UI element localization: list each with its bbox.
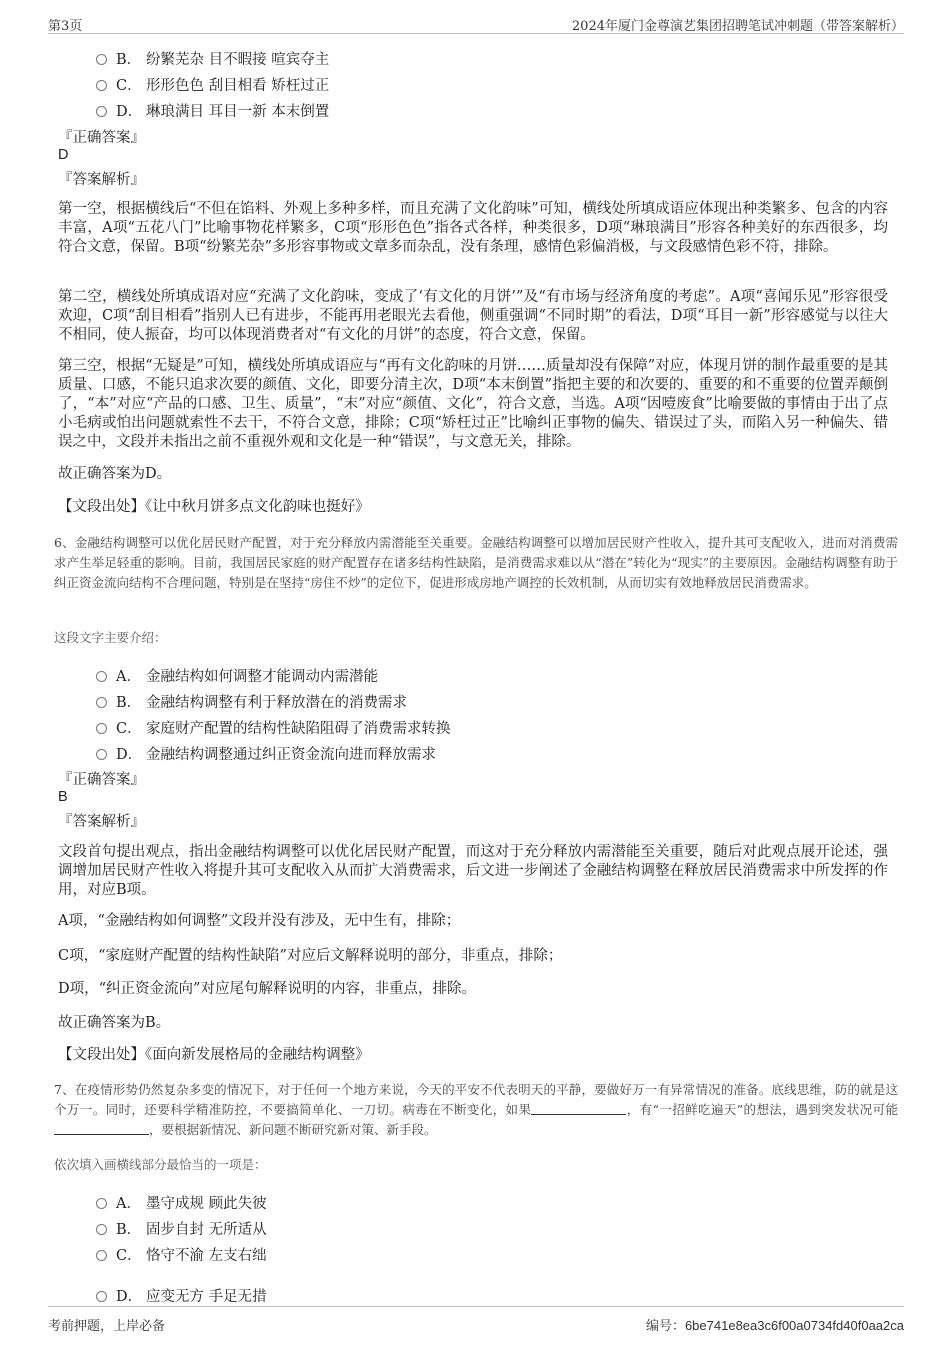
radio-icon[interactable] (96, 1250, 107, 1261)
q7-option-d[interactable]: D． 应变无方 手足无措 (96, 1285, 267, 1306)
q5-correct-label: 『正确答案』 (58, 130, 145, 146)
radio-icon[interactable] (96, 54, 107, 65)
footer-slogan: 考前押题，上岸必备 (48, 1319, 166, 1334)
q6-analysis-p1: 文段首句提出观点，指出金融结构调整可以优化居民财产配置，而这对于充分释放内需潜能至关重要，随后对此观点展开论述，强调增加居民财产性收入将提升其可支配收入从而扩大消费需求，后文进一步阐述了金融结构调整在释放居民消费需求中所发挥的作用，对应B项。 (58, 844, 888, 898)
q5-source: 【文段出处】《让中秋月饼多点文化韵味也挺好》 (58, 499, 370, 515)
q7-prompt: 依次填入画横线部分最恰当的一项是： (54, 1157, 267, 1172)
q5-correct-answer: D (58, 147, 69, 163)
q6-source: 【文段出处】《面向新发展格局的金融结构调整》 (58, 1047, 370, 1063)
radio-icon[interactable] (96, 723, 107, 734)
q6-correct-answer: B (58, 789, 68, 805)
document-title: 2024年厦门金尊演艺集团招聘笔试冲刺题（带答案解析） (571, 19, 904, 34)
fill-blank-2[interactable] (54, 1122, 149, 1135)
q6-option-a[interactable]: A． 金融结构如何调整才能调动内需潜能 (96, 665, 378, 686)
q5-conclusion: 故正确答案为D。 (58, 466, 172, 482)
q5-analysis-p3: 第三空，根据“无疑是”可知，横线处所填成语应与“再有文化韵味的月饼……质量却没有保障”对应，体现月饼的制作最重要的是其质量、口感，不能只追求次要的颜值、文化，即要分清主次，D项“本末倒置”指把主要的和次要的、重要的和不重要的位置弄颠倒了，“本”对应“产品的口感、卫生、质量”，“末”对应“颜值、文化”，符合文意，当选。A项“因噎废食”比喻要做的事情由于出了点小毛病或怕出问题就索性不去干，不符合文意，排除；C项“矫枉过正”比喻纠正事物的偏失、错误过了头，而陷入另一种偏失、错误之中，文段并未指出之前不重视外观和文化是一种“错误”，与文意无关，排除。 (58, 358, 888, 450)
q6-correct-label: 『正确答案』 (58, 772, 145, 788)
q6-prompt: 这段文字主要介绍： (54, 630, 167, 645)
radio-icon[interactable] (96, 106, 107, 117)
radio-icon[interactable] (96, 80, 107, 91)
q6-analysis-label: 『答案解析』 (58, 814, 145, 830)
q5-analysis-p1: 第一空，根据横线后“不但在馅料、外观上多种多样，而且充满了文化韵味”可知，横线处所填成语应体现出种类繁多、包含的内容丰富，A项“五花八门”比喻事物花样繁多，C项“形形色色”指各式各样，种类很多，D项“琳琅满目”形容各种美好的东西很多，均符合文意，保留。B项“纷繁芜杂”多形容事物或文章多而杂乱，没有条理，感情色彩偏消极，与文段感情色彩不符，排除。 (58, 201, 888, 255)
q6-analysis-p3: C项，“家庭财产配置的结构性缺陷”对应后文解释说明的部分，非重点，排除； (58, 948, 563, 964)
q6-option-d[interactable]: D． 金融结构调整通过纠正资金流向进而释放需求 (96, 743, 436, 764)
page-number: 第3页 (48, 19, 83, 34)
q7-stem: 7、在疫情形势仍然复杂多变的情况下，对于任何一个地方来说，今天的平安不代表明天的平静，要做好万一有异常情况的准备。底线思维，防的就是这个万一。同时，还要科学精准防控，不要搞简单化、一刀切。病毒在不断变化，如果 ，有“一招鲜吃遍天”的想法，遇到突发状况可能，要根据新情况、新问题不断研究新对策、新手段。 (54, 1082, 898, 1137)
q5-option-d[interactable]: D． 琳琅满目 耳目一新 本末倒置 (96, 100, 329, 121)
radio-icon[interactable] (96, 1198, 107, 1209)
q7-option-a[interactable]: A． 墨守成规 顾此失彼 (96, 1192, 267, 1213)
q6-analysis-p2: A项，“金融结构如何调整”文段并没有涉及，无中生有，排除； (58, 913, 461, 929)
radio-icon[interactable] (96, 671, 107, 682)
q6-stem: 6、金融结构调整可以优化居民财产配置，对于充分释放内需潜能至关重要。金融结构调整可以增加居民财产性收入，提升其可支配收入，进而对消费需求产生举足轻重的影响。目前，我国居民家庭的财产配置存在诸多结构性缺陷，是消费需求难以从“潜在”转化为“现实”的主要原因。金融结构调整有助于纠正资金流向结构不合理问题，特别是在坚持“房住不炒”的定位下，促进形成房地产调控的长效机制，从而切实有效地释放居民消费需求。 (54, 535, 898, 590)
page-header (48, 11, 904, 34)
q7-option-c[interactable]: C． 恪守不渝 左支右绌 (96, 1244, 267, 1265)
q5-analysis-label: 『答案解析』 (58, 172, 145, 188)
radio-icon[interactable] (96, 749, 107, 760)
radio-icon[interactable] (96, 697, 107, 708)
page-footer (48, 1306, 904, 1334)
q6-analysis-p4: D项，“纠正资金流向”对应尾句解释说明的内容，非重点，排除。 (58, 981, 476, 997)
q5-option-b[interactable]: B． 纷繁芜杂 目不暇接 喧宾夺主 (96, 48, 329, 69)
document-code: 编号：6be741e8ea3c6f00a0734fd40f0aa2ca (645, 1318, 904, 1334)
q7-option-b[interactable]: B． 固步自封 无所适从 (96, 1218, 267, 1239)
q5-option-c[interactable]: C． 形形色色 刮目相看 矫枉过正 (96, 74, 329, 95)
q6-option-c[interactable]: C． 家庭财产配置的结构性缺陷阻碍了消费需求转换 (96, 717, 451, 738)
q6-option-b[interactable]: B． 金融结构调整有利于释放潜在的消费需求 (96, 691, 407, 712)
q5-analysis-p2: 第二空，横线处所填成语对应“充满了文化韵味，变成了‘有文化的月饼’”及“有市场与经济角度的考虑”。A项“喜闻乐见”形容很受欢迎，C项“刮目相看”指别人已有进步，不能再用老眼光去看他，侧重强调“不同时期”的看法，D项“耳目一新”形容感觉与以往大不相同，使人振奋，均可以体现消费者对“有文化的月饼”的态度，符合文意，保留。 (58, 289, 888, 343)
fill-blank-1[interactable] (531, 1102, 626, 1115)
q6-conclusion: 故正确答案为B。 (58, 1015, 171, 1031)
radio-icon[interactable] (96, 1224, 107, 1235)
radio-icon[interactable] (96, 1291, 107, 1302)
